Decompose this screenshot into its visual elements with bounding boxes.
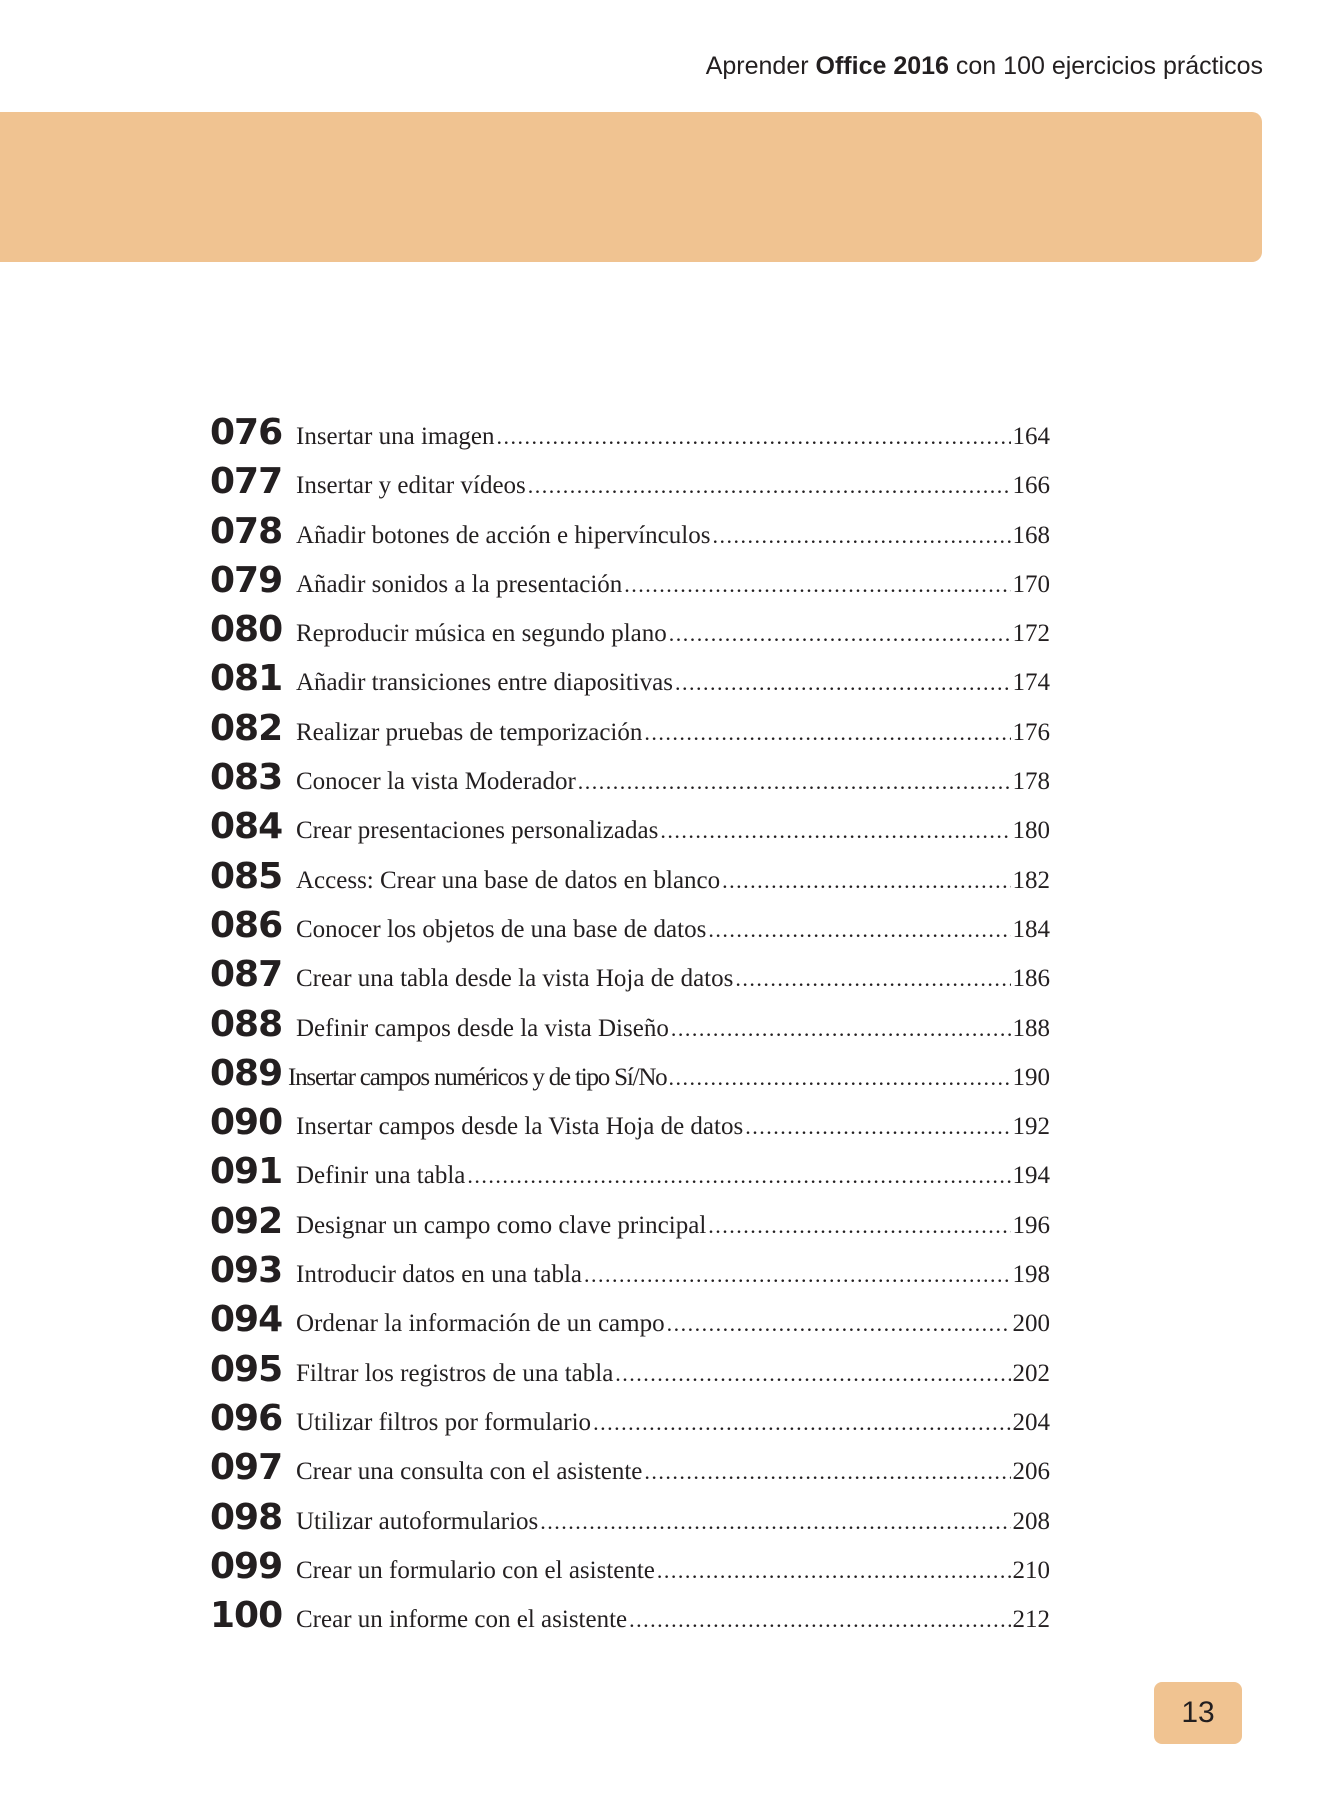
toc-dot-leader (671, 1016, 1011, 1042)
toc-entry-page: 212 (1012, 1606, 1050, 1634)
toc-entry-page: 200 (1012, 1310, 1050, 1338)
toc-entry-page: 166 (1012, 472, 1050, 500)
toc-entry-title: Crear un informe con el asistente (296, 1606, 628, 1634)
toc-entry (210, 757, 1050, 806)
page-number-badge (1154, 1682, 1242, 1744)
toc-dot-leader (745, 1114, 1010, 1140)
toc-entry (210, 1447, 1050, 1496)
toc-entry (210, 658, 1050, 707)
toc-dot-leader (675, 670, 1011, 696)
toc-entry (210, 1151, 1050, 1200)
toc-entry-page: 208 (1012, 1507, 1050, 1535)
toc-entry-title: Conocer los objetos de una base de datos (296, 915, 707, 943)
toc-dot-leader (667, 1311, 1011, 1337)
toc-entry-title: Introducir datos en una tabla (296, 1261, 583, 1289)
chapter-banner (0, 112, 1262, 262)
toc-entry-number: 087 (210, 954, 283, 996)
toc-entry-number: 083 (210, 757, 283, 799)
toc-entry-page: 190 (1012, 1063, 1050, 1091)
toc-entry-page: 202 (1012, 1359, 1050, 1387)
toc-entry (210, 708, 1050, 757)
toc-entry (210, 1250, 1050, 1299)
toc-entry-page: 186 (1012, 965, 1050, 993)
toc-entry-page: 192 (1012, 1113, 1050, 1141)
running-header (706, 52, 1263, 81)
toc-entry-page: 210 (1012, 1556, 1050, 1584)
toc-entry-number: 091 (210, 1151, 283, 1193)
toc-entry-title: Crear presentaciones personalizadas (296, 817, 659, 845)
toc-entry (210, 461, 1050, 510)
toc-entry-number: 089 (210, 1052, 283, 1094)
toc-entry-number: 076 (210, 412, 283, 453)
toc-entry-title: Insertar campos desde la Vista Hoja de datos (296, 1113, 744, 1141)
toc-entry (210, 1398, 1050, 1447)
toc-entry-title: Añadir botones de acción e hipervínculos (296, 521, 711, 549)
toc-entry-number: 096 (210, 1397, 283, 1439)
toc-entry (210, 1349, 1050, 1398)
toc-dot-leader (624, 572, 1010, 598)
toc-entry-number: 095 (210, 1348, 283, 1390)
toc-entry-page: 170 (1012, 570, 1050, 598)
toc-entry-page: 184 (1012, 915, 1050, 943)
toc-entry (210, 511, 1050, 560)
toc-entry-number: 099 (210, 1545, 283, 1587)
toc-entry-page: 194 (1012, 1162, 1050, 1190)
toc-dot-leader (528, 473, 1011, 499)
header-product: Office 2016 (815, 52, 949, 80)
toc-dot-leader (708, 1213, 1010, 1239)
toc-dot-leader (657, 1558, 1011, 1584)
header-prefix: Aprender (705, 52, 809, 80)
toc-dot-leader (593, 1410, 1010, 1436)
toc-entry (210, 412, 1050, 461)
toc-dot-leader (578, 769, 1011, 795)
toc-entry-number: 098 (210, 1496, 283, 1538)
toc-entry-page: 176 (1012, 718, 1050, 746)
toc-dot-leader (722, 868, 1010, 894)
toc-entry-number: 090 (210, 1102, 283, 1144)
toc-entry-number: 079 (210, 559, 283, 601)
toc-dot-leader (584, 1262, 1010, 1288)
toc-entry-title: Insertar y editar vídeos (296, 472, 526, 500)
toc-entry-title: Crear una consulta con el asistente (296, 1458, 643, 1486)
toc-entry-page: 206 (1012, 1458, 1050, 1486)
header-suffix: con 100 ejercicios prácticos (955, 52, 1263, 80)
toc-entry-number: 092 (210, 1200, 283, 1242)
toc-dot-leader (644, 720, 1010, 746)
toc-dot-leader (669, 621, 1011, 647)
toc-entry-title: Conocer la vista Moderador (296, 768, 576, 796)
toc-dot-leader (497, 424, 1011, 450)
toc-entry (210, 905, 1050, 954)
toc-dot-leader (669, 1065, 1011, 1091)
toc-entry-page: 180 (1012, 817, 1050, 845)
toc-entry-title: Definir una tabla (296, 1162, 466, 1190)
toc-entry (210, 954, 1050, 1003)
toc-entry (210, 1053, 1050, 1102)
toc-entry-title: Designar un campo como clave principal (296, 1211, 707, 1239)
toc-entry-title: Utilizar autoformularios (296, 1507, 539, 1535)
toc-dot-leader (708, 917, 1010, 943)
toc-entry-number: 081 (210, 658, 283, 700)
toc-entry-title: Utilizar filtros por formulario (296, 1408, 592, 1436)
toc-entry-number: 077 (210, 461, 283, 503)
toc-dot-leader (629, 1607, 1010, 1633)
toc-dot-leader (735, 966, 1010, 992)
toc-entry-number: 078 (210, 510, 283, 552)
toc-entry (210, 1004, 1050, 1053)
toc-entry-number: 080 (210, 609, 283, 651)
toc-entry-page: 198 (1012, 1261, 1050, 1289)
toc-entry-page: 168 (1012, 521, 1050, 549)
toc-entry-page: 172 (1012, 620, 1050, 648)
toc-entry-number: 097 (210, 1447, 283, 1489)
toc-entry (210, 806, 1050, 855)
toc-entry-page: 204 (1012, 1408, 1050, 1436)
toc-dot-leader (540, 1509, 1010, 1535)
toc-entry-number: 093 (210, 1250, 283, 1292)
toc-dot-leader (467, 1163, 1010, 1189)
toc-entry-number: 094 (210, 1299, 283, 1341)
toc-dot-leader (615, 1361, 1010, 1387)
toc-entry-number: 084 (210, 806, 283, 848)
toc-entry-page: 182 (1012, 866, 1050, 894)
toc-dot-leader (712, 523, 1010, 549)
toc-entry-page: 196 (1012, 1211, 1050, 1239)
toc-entry-title: Access: Crear una base de datos en blanco (296, 866, 721, 894)
page-number: 13 (1181, 1696, 1215, 1729)
toc-entry (210, 1299, 1050, 1348)
toc-entry-title: Añadir transiciones entre diapositivas (296, 669, 673, 697)
toc-entry (210, 609, 1050, 658)
toc-entry-title: Filtrar los registros de una tabla (296, 1359, 614, 1387)
toc-dot-leader (660, 818, 1010, 844)
toc-entry-title: Crear una tabla desde la vista Hoja de datos (296, 965, 734, 993)
toc-entry-title: Ordenar la información de un campo (296, 1310, 665, 1338)
toc-entry (210, 1497, 1050, 1546)
toc-entry-page: 174 (1012, 669, 1050, 697)
toc-entry-title: Definir campos desde la vista Diseño (296, 1014, 669, 1042)
toc-entry-number: 082 (210, 707, 283, 749)
table-of-contents (210, 412, 1050, 1644)
toc-entry-title: Añadir sonidos a la presentación (296, 570, 623, 598)
toc-entry (210, 1102, 1050, 1151)
toc-entry (210, 856, 1050, 905)
toc-entry-number: 086 (210, 904, 283, 946)
toc-entry-page: 178 (1012, 768, 1050, 796)
toc-entry-page: 188 (1012, 1014, 1050, 1042)
toc-entry-page: 164 (1012, 423, 1050, 450)
toc-entry (210, 1595, 1050, 1644)
toc-entry-title: Reproducir música en segundo plano (296, 620, 667, 648)
toc-entry (210, 1201, 1050, 1250)
toc-dot-leader (644, 1459, 1010, 1485)
toc-entry (210, 1546, 1050, 1595)
toc-entry-number: 088 (210, 1003, 283, 1045)
toc-entry-number: 100 (210, 1595, 283, 1637)
toc-entry-title: Realizar pruebas de temporización (296, 718, 643, 746)
toc-entry-title: Crear un formulario con el asistente (296, 1556, 655, 1584)
toc-entry-number: 085 (210, 855, 283, 897)
toc-entry (210, 560, 1050, 609)
toc-entry-title: Insertar una imagen (296, 423, 495, 450)
toc-entry-title: Insertar campos numéricos y de tipo Sí/No (288, 1063, 667, 1091)
